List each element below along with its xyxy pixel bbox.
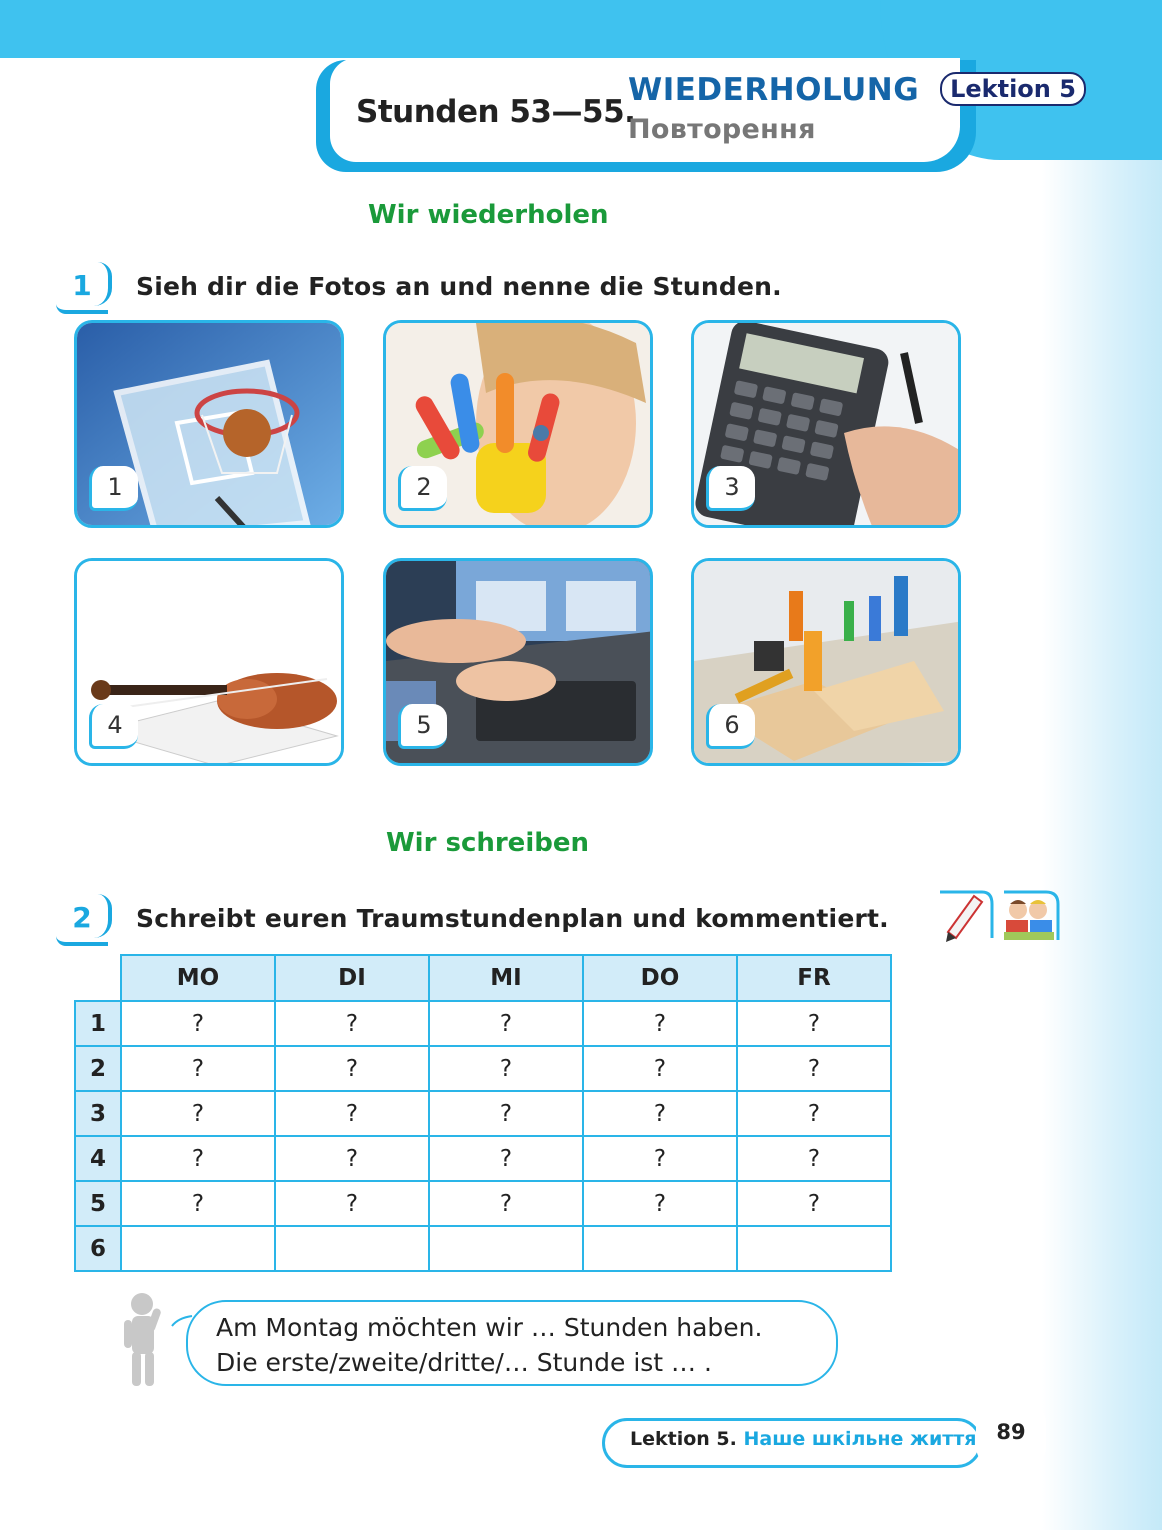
page-subtitle: Повторення — [628, 114, 816, 145]
task-number-2 — [58, 898, 106, 942]
photo-laptop — [383, 558, 653, 766]
table-cell[interactable] — [583, 1226, 737, 1271]
speech-line-2: Die erste/zweite/dritte/… Stunde ist … . — [216, 1348, 712, 1377]
photo-number-badge: 1 — [89, 466, 138, 511]
table-row — [75, 1091, 891, 1136]
row-number: 6 — [75, 1226, 121, 1271]
side-gradient-strip — [1042, 0, 1162, 1530]
speech-bubble-text — [216, 1310, 816, 1380]
photo-number-badge: 5 — [398, 704, 447, 749]
table-cell[interactable]: ? — [429, 1181, 583, 1226]
photo-number-badge: 4 — [89, 704, 138, 749]
task-number-label: 1 — [72, 269, 92, 302]
table-row — [75, 1226, 891, 1271]
header-fr: FR — [737, 955, 891, 1001]
footer-title-ua: Наше шкільне життя — [743, 1428, 977, 1450]
header-do: DO — [583, 955, 737, 1001]
table-cell[interactable]: ? — [583, 1046, 737, 1091]
pair-work-icon — [1000, 888, 1054, 942]
task-bracket — [94, 894, 112, 938]
photo-calculator — [691, 320, 961, 528]
lektion-badge: Lektion 5 — [940, 72, 1086, 106]
page-title: WIEDERHOLUNG — [628, 72, 920, 108]
table-cell[interactable] — [275, 1226, 429, 1271]
table-cell[interactable] — [429, 1226, 583, 1271]
table-row — [75, 1181, 891, 1226]
task-underline — [56, 936, 108, 946]
table-corner-cell — [75, 955, 121, 1001]
table-cell[interactable]: ? — [583, 1136, 737, 1181]
table-cell[interactable]: ? — [737, 1136, 891, 1181]
photo-basketball — [74, 320, 344, 528]
row-number: 1 — [75, 1001, 121, 1046]
table-header-row — [75, 955, 891, 1001]
table-cell[interactable]: ? — [737, 1181, 891, 1226]
task-2-instruction: Schreibt euren Traumstundenplan und kommentiert. — [136, 904, 889, 933]
photo-number-badge: 3 — [706, 466, 755, 511]
photo-number-badge: 2 — [398, 466, 447, 511]
top-banner — [0, 0, 1000, 58]
photo-violin — [74, 558, 344, 766]
section-title-wir-wiederholen: Wir wiederholen — [368, 200, 609, 230]
table-cell[interactable] — [737, 1226, 891, 1271]
table-cell[interactable]: ? — [275, 1181, 429, 1226]
footer-lektion: Lektion 5. — [630, 1428, 737, 1450]
row-number: 2 — [75, 1046, 121, 1091]
table-cell[interactable]: ? — [121, 1046, 275, 1091]
task-number-1 — [58, 266, 106, 310]
table-cell[interactable]: ? — [583, 1091, 737, 1136]
table-cell[interactable]: ? — [121, 1001, 275, 1046]
lesson-range: Stunden 53—55. — [356, 94, 636, 130]
photo-painted-hand — [383, 320, 653, 528]
table-cell[interactable]: ? — [275, 1001, 429, 1046]
table-row — [75, 1001, 891, 1046]
table-cell[interactable]: ? — [275, 1091, 429, 1136]
speech-line-1: Am Montag möchten wir … Stunden haben. — [216, 1313, 763, 1342]
table-cell[interactable]: ? — [737, 1091, 891, 1136]
task-underline — [56, 304, 108, 314]
header-mi: MI — [429, 955, 583, 1001]
timetable — [74, 954, 892, 1272]
table-row — [75, 1136, 891, 1181]
photo-number-badge: 6 — [706, 704, 755, 749]
row-number: 5 — [75, 1181, 121, 1226]
table-cell[interactable]: ? — [121, 1091, 275, 1136]
section-title-wir-schreiben: Wir schreiben — [386, 828, 589, 858]
table-cell[interactable]: ? — [275, 1136, 429, 1181]
table-cell[interactable]: ? — [583, 1181, 737, 1226]
row-number: 4 — [75, 1136, 121, 1181]
table-row — [75, 1046, 891, 1091]
table-cell[interactable]: ? — [583, 1001, 737, 1046]
footer-lesson-title — [630, 1428, 976, 1450]
table-cell[interactable]: ? — [429, 1136, 583, 1181]
row-number: 3 — [75, 1091, 121, 1136]
page-number: 89 — [976, 1400, 1046, 1470]
table-cell[interactable]: ? — [429, 1091, 583, 1136]
table-cell[interactable] — [121, 1226, 275, 1271]
table-cell[interactable]: ? — [737, 1046, 891, 1091]
table-cell[interactable]: ? — [121, 1181, 275, 1226]
table-cell[interactable]: ? — [121, 1136, 275, 1181]
photo-tools — [691, 558, 961, 766]
speaker-figure-icon — [116, 1290, 176, 1390]
header-mo: MO — [121, 955, 275, 1001]
table-cell[interactable]: ? — [429, 1046, 583, 1091]
pencil-icon — [936, 888, 990, 942]
task-bracket — [94, 262, 112, 306]
table-cell[interactable]: ? — [737, 1001, 891, 1046]
table-cell[interactable]: ? — [429, 1001, 583, 1046]
table-cell[interactable]: ? — [275, 1046, 429, 1091]
task-number-label: 2 — [72, 901, 92, 934]
header-di: DI — [275, 955, 429, 1001]
task-1-instruction: Sieh dir die Fotos an und nenne die Stunden. — [136, 272, 782, 301]
